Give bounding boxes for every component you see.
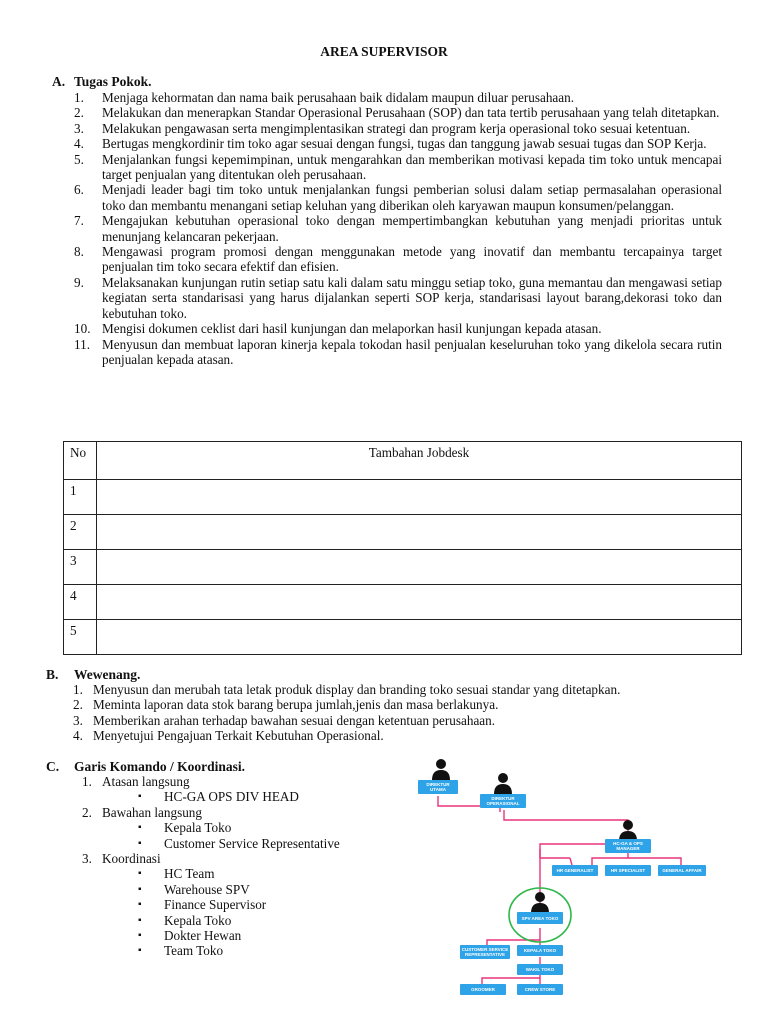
tambahan-jobdesk-table	[63, 441, 742, 655]
item-number: 2.	[74, 105, 84, 121]
item-text: Menyusun dan merubah tata letak produk display dan branding toko sesuai standar yang ditetapkan.	[93, 682, 621, 697]
sub-item-text: Team Toko	[164, 943, 224, 959]
wewenang-item	[73, 697, 693, 712]
box-hr-specialist: HR SPECIALIST	[605, 865, 651, 876]
table-row	[64, 585, 742, 620]
item-text: Meminta laporan data stok barang berupa jumlah,jenis dan masa berlakunya.	[93, 697, 499, 713]
sub-item-text: Dokter Hewan	[164, 928, 242, 944]
bullet-icon: ▪	[138, 914, 142, 926]
item-number: 11.	[74, 336, 90, 352]
box-direktur-operasional: DIREKTUR OPERASIONAL	[480, 794, 526, 808]
item-text: Menyusun dan membuat laporan kinerja kepala tokodan hasil penjualan keseluruhan toko yang dikelola secara rutin penjualan kepada atasan.	[102, 336, 722, 367]
item-number: 4.	[74, 136, 84, 152]
wewenang-list	[73, 682, 693, 744]
table-row-cell[interactable]	[97, 585, 742, 620]
wewenang-item	[73, 682, 693, 697]
box-hr-generalist: HR GENERALIST	[552, 865, 598, 876]
item-number: 1.	[74, 90, 84, 105]
table-header-row	[64, 442, 742, 480]
table-row	[64, 480, 742, 515]
bullet-icon: ▪	[138, 883, 142, 895]
tugas-item	[62, 105, 722, 120]
box-kepala-toko: KEPALA TOKO	[517, 945, 563, 956]
item-number: 1.	[73, 682, 83, 697]
box-crew-store: CREW STORE	[517, 984, 563, 995]
bullet-icon: ▪	[138, 822, 142, 834]
tugas-item	[62, 136, 722, 151]
item-text: Menjaga kehormatan dan nama baik perusahaan baik didalam maupun diluar perusahaan.	[102, 90, 575, 105]
section-a-title: Tugas Pokok.	[74, 74, 152, 89]
section-a-letter: A.	[52, 74, 66, 89]
sub-item-text: Finance Supervisor	[164, 897, 267, 913]
table-row-cell[interactable]	[97, 515, 742, 550]
table-row	[64, 550, 742, 585]
sub-item-text: Kepala Toko	[164, 820, 232, 836]
section-c-letter: C.	[46, 759, 60, 774]
komando-sub-item	[82, 789, 340, 804]
item-number: 2.	[73, 697, 83, 713]
item-text: Mengawasi program promosi dengan menggunakan metode yang inovatif dan membantu tercapainya target penjualan tim toko secara efektif dan efisien.	[102, 244, 722, 275]
sub-item-text: HC Team	[164, 866, 215, 882]
group-label: Atasan langsung	[102, 774, 190, 789]
bullet-icon: ▪	[138, 791, 142, 803]
komando-sub-item	[82, 836, 340, 851]
item-text: Mengisi dokumen ceklist dari hasil kunjungan dan melaporkan hasil kunjungan kepada atasan.	[102, 321, 602, 337]
item-number: 6.	[74, 182, 84, 198]
table-header-no: No	[64, 442, 97, 480]
item-number: 9.	[74, 274, 84, 290]
tugas-item	[62, 337, 722, 368]
item-number: 4.	[73, 728, 83, 744]
box-spv-area: SPV AREA TOKO	[517, 912, 563, 924]
tugas-pokok-list	[62, 90, 722, 367]
tugas-item	[62, 244, 722, 275]
komando-group-title	[82, 805, 340, 820]
table-row-number: 3	[64, 550, 97, 585]
wewenang-item	[73, 728, 693, 743]
person-icon	[619, 819, 637, 841]
section-b-letter: B.	[46, 667, 59, 682]
item-number: 3.	[73, 712, 83, 728]
table-row-number: 2	[64, 515, 97, 550]
table-row-cell[interactable]	[97, 620, 742, 655]
tugas-item	[62, 182, 722, 213]
table-row	[64, 620, 742, 655]
group-number: 1.	[82, 774, 92, 789]
item-text: Menjalankan fungsi kepemimpinan, untuk mengarahkan dan memberikan motivasi kepada tim toko untuk mencapai target penjualan yang ditentukan oleh perusahaan.	[102, 151, 722, 183]
item-text: Memberikan arahan terhadap bawahan sesuai dengan ketentuan perusahaan.	[93, 712, 496, 728]
section-b-title: Wewenang.	[74, 667, 141, 682]
box-manager: HC-GA & OPS MANAGER	[605, 839, 651, 853]
tugas-item	[62, 213, 722, 244]
table-row-cell[interactable]	[97, 550, 742, 585]
bullet-icon: ▪	[138, 945, 142, 957]
box-direktur-utama: DIREKTUR UTAMA	[418, 780, 458, 794]
tugas-item	[62, 90, 722, 105]
table-header-title: Tambahan Jobdesk	[97, 442, 742, 480]
box-wakil-toko: WAKIL TOKO	[517, 964, 563, 975]
komando-sub-item	[82, 897, 340, 912]
person-icon	[432, 758, 450, 780]
komando-sub-item	[82, 882, 340, 897]
komando-sub-item	[82, 820, 340, 835]
table-row-number: 5	[64, 620, 97, 655]
sub-item-text: Kepala Toko	[164, 912, 232, 928]
table-row-cell[interactable]	[97, 480, 742, 515]
person-icon	[494, 772, 512, 794]
komando-sub-item	[82, 866, 340, 881]
item-text: Melakukan dan menerapkan Standar Operasional Perusahaan (SOP) dan tata tertib perusahaan yang telah ditetapkan.	[102, 105, 720, 121]
item-number: 5.	[74, 151, 84, 167]
group-label: Bawahan langsung	[102, 804, 202, 820]
group-number: 3.	[82, 851, 92, 867]
box-general-affair: GENERAL AFFAIR	[658, 865, 706, 876]
bullet-icon: ▪	[138, 899, 142, 911]
table-row-number: 1	[64, 480, 97, 515]
box-csr: CUSTOMER SERVICE REPRESENTATIVE	[461, 947, 509, 957]
box-groomer: GROOMER	[460, 984, 506, 995]
tugas-item	[62, 321, 722, 336]
bullet-icon: ▪	[138, 868, 142, 880]
item-text: Menjadi leader bagi tim toko untuk menjalankan fungsi pemberian solusi dalam setiap permasalahan operasional toko dan membantu menangani setiap keluhan yang diberikan oleh karyawan maupun konsumen/pelanggan.	[102, 182, 722, 213]
item-text: Bertugas mengkordinir tim toko agar sesuai dengan fungsi, tugas dan tanggung jawab sesuai tugas dan SOP Kerja.	[102, 136, 707, 152]
item-number: 3.	[74, 120, 84, 136]
garis-komando-list	[82, 774, 340, 959]
person-icon	[531, 891, 549, 913]
item-text: Menyetujui Pengajuan Terkait Kebutuhan Operasional.	[93, 728, 384, 744]
bullet-icon: ▪	[138, 930, 142, 942]
table-row-number: 4	[64, 585, 97, 620]
tugas-item	[62, 121, 722, 136]
wewenang-item	[73, 713, 693, 728]
tugas-item	[62, 275, 722, 321]
komando-sub-item	[82, 913, 340, 928]
item-number: 7.	[74, 213, 84, 229]
org-chart	[400, 752, 710, 1002]
item-number: 8.	[74, 244, 84, 260]
item-text: Mengajukan kebutuhan operasional toko dengan mempertimbangkan kebutuhan yang menjadi prioritas untuk menunjang kelancaran pekerjaan.	[102, 213, 722, 244]
tugas-item	[62, 152, 722, 183]
bullet-icon: ▪	[138, 837, 142, 849]
item-text: Melakukan pengawasan serta mengimplentasikan strategi dan program kerja operasional toko sesuai ketentuan.	[102, 120, 691, 136]
group-number: 2.	[82, 804, 92, 820]
komando-group-title	[82, 851, 340, 866]
sub-item-text: HC-GA OPS DIV HEAD	[164, 789, 299, 805]
komando-sub-item	[82, 943, 340, 958]
page-title: AREA SUPERVISOR	[320, 44, 448, 59]
item-number: 10.	[74, 321, 91, 337]
table-row	[64, 515, 742, 550]
komando-sub-item	[82, 928, 340, 943]
komando-group-title	[82, 774, 340, 789]
item-text: Melaksanakan kunjungan rutin setiap satu kali dalam satu minggu setiap toko, guna memantau dan mengawasi setiap kegiatan serta standarisasi yang harus dijalankan seperti SOP kerja, standarisasi layout barang,dekorasi toko dan kebutuhan toko.	[102, 274, 722, 321]
sub-item-text: Customer Service Representative	[164, 835, 340, 851]
group-label: Koordinasi	[102, 851, 161, 867]
sub-item-text: Warehouse SPV	[164, 881, 250, 897]
section-c-title: Garis Komando / Koordinasi.	[74, 759, 246, 774]
